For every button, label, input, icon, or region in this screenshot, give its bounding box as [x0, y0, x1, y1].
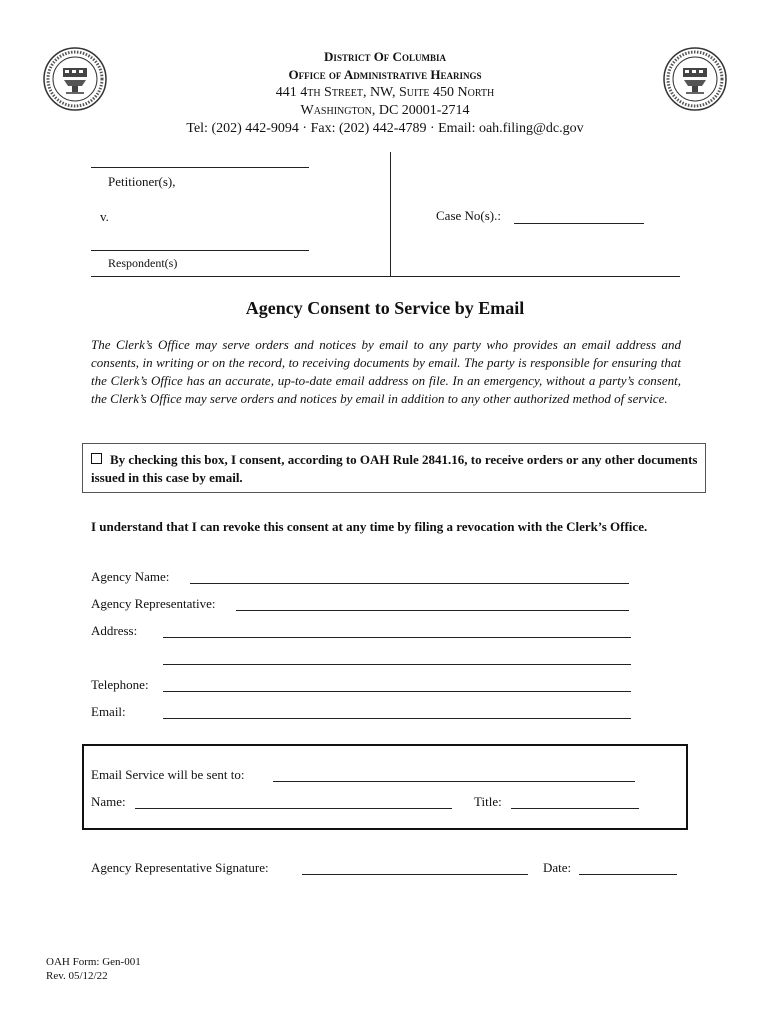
agency-rep-field[interactable]: [236, 610, 629, 611]
form-revision: Rev. 05/12/22: [46, 970, 108, 982]
intro-paragraph: The Clerk’s Office may serve orders and notices by email to any party who provides an email address and consents, in writing or on the record, to receiving documents by email. The party is responsible for ensuring that the Clerk’s Office has an accurate, up-to-date email address on file. In an emergency, without a party’s consent, the Clerk’s Office may serve orders and notices by email in addition to any other authorized method of service.: [91, 337, 681, 406]
name-label: Name:: [91, 794, 126, 809]
consent-checkbox[interactable]: [91, 453, 102, 464]
agency-header: [0, 48, 770, 138]
form-id: OAH Form: Gen-001: [46, 956, 141, 968]
consent-statement: [91, 451, 701, 487]
title-field[interactable]: [511, 808, 639, 809]
form-footer: [46, 955, 141, 983]
petitioner-line[interactable]: [91, 167, 309, 168]
date-label: Date:: [543, 860, 572, 875]
consent-text: By checking this box, I consent, according to OAH Rule 2841.16, to receive orders or any other documents issued in this case by email.: [91, 452, 698, 485]
header-office: Office of Administrative Hearings: [288, 67, 482, 82]
versus-label: v.: [100, 209, 109, 224]
case-no-field[interactable]: [514, 223, 644, 224]
name-field[interactable]: [135, 808, 452, 809]
agency-rep-label: Agency Representative:: [91, 596, 216, 611]
address-label: Address:: [91, 623, 138, 638]
respondent-line[interactable]: [91, 250, 309, 251]
telephone-label: Telephone:: [91, 677, 149, 692]
signature-field[interactable]: [302, 874, 528, 875]
revoke-statement: I understand that I can revoke this consent at any time by filing a revocation with the Clerk’s Office.: [91, 519, 648, 534]
title-label: Title:: [474, 794, 502, 809]
caption-divider: [390, 152, 391, 276]
email-field[interactable]: [163, 718, 631, 719]
address-field-line-1[interactable]: [163, 637, 631, 638]
header-district: District Of Columbia: [324, 49, 446, 64]
agency-name-field[interactable]: [190, 583, 629, 584]
header-city: Washington, DC 20001-2714: [300, 103, 470, 118]
email-service-label: Email Service will be sent to:: [91, 767, 245, 782]
header-street: 441 4th Street, NW, Suite 450 North: [275, 85, 495, 100]
email-service-box: [82, 744, 688, 830]
agency-name-label: Agency Name:: [91, 569, 170, 584]
address-field-line-2[interactable]: [163, 664, 631, 665]
date-field[interactable]: [579, 874, 677, 875]
header-contact: Tel: (202) 442-9094 · Fax: (202) 442-4789 · Email: oah.filing@dc.gov: [186, 121, 584, 136]
email-service-field[interactable]: [273, 781, 635, 782]
telephone-field[interactable]: [163, 691, 631, 692]
caption-bottom-rule: [91, 276, 680, 277]
respondent-label: Respondent(s): [108, 256, 178, 270]
form-title: Agency Consent to Service by Email: [245, 298, 525, 318]
case-no-label: Case No(s).:: [436, 208, 501, 223]
signature-label: Agency Representative Signature:: [91, 860, 269, 875]
email-label: Email:: [91, 704, 126, 719]
petitioner-label: Petitioner(s),: [108, 174, 176, 189]
